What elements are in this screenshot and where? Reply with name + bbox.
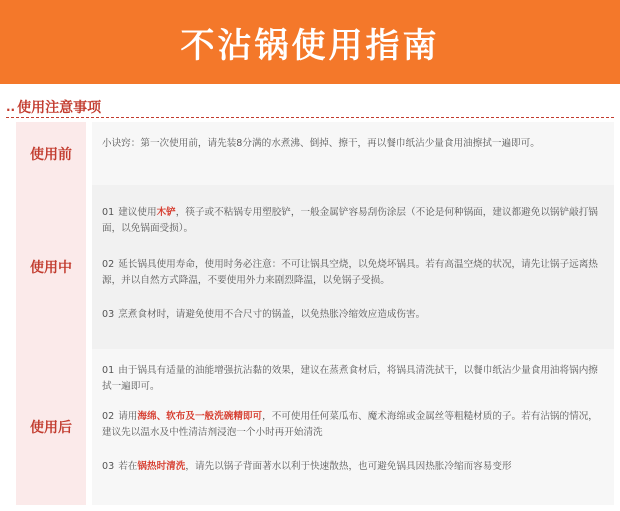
item-highlight: 锅热时清洗 xyxy=(137,461,186,472)
item-highlight: 海绵、软布及一般洗碗精即可 xyxy=(137,411,263,422)
item-text-pre: 若在 xyxy=(118,461,138,472)
item-number: 02 xyxy=(102,259,115,270)
row-label-during: 使用中 xyxy=(16,185,86,349)
item-highlight: 木铲 xyxy=(156,207,176,218)
during-item-3 xyxy=(102,307,600,323)
item-text: 烹煮食材时，请避免使用不合尺寸的锅盖，以免热胀冷缩效应造成伤害。 xyxy=(118,309,426,320)
after-item-2 xyxy=(102,409,600,441)
row-after-use xyxy=(16,349,614,505)
item-number: 03 xyxy=(102,461,115,472)
section-dots: .. xyxy=(6,100,16,114)
item-text-post: ，请先以锅子背面著水以利于快速散热，也可避免锅具因热胀冷缩而容易变形 xyxy=(185,461,512,472)
row-content-after xyxy=(92,349,614,505)
row-content-before xyxy=(92,122,614,185)
row-content-during xyxy=(92,185,614,349)
item-number: 02 xyxy=(102,411,115,422)
row-during-use xyxy=(16,185,614,349)
row-label-after: 使用后 xyxy=(16,349,86,505)
usage-table xyxy=(16,122,614,505)
section-title: 使用注意事项 xyxy=(17,100,102,116)
item-text-pre: 请用 xyxy=(118,411,138,422)
after-item-3 xyxy=(102,459,600,475)
item-text-pre: 建议使用 xyxy=(118,207,157,218)
tip-paragraph xyxy=(102,136,600,152)
item-text-post: ，不可使用任何菜瓜布、魔术海绵或金属丝等粗糙材质的子。若有沾锅的情况，建议先以温水及中性清洁剂浸泡一个小时再开始清洗 xyxy=(102,411,598,438)
section-divider xyxy=(6,117,614,118)
row-label-before: 使用前 xyxy=(16,122,86,185)
during-item-1 xyxy=(102,205,600,237)
item-text: 由于锅具有适量的油能增强抗沾黏的效果，建议在蒸煮食材后，将锅具清洗拭干，以餐巾纸沾少量食用油将锅内擦拭一遍即可。 xyxy=(102,365,598,392)
item-text-post: ，筷子或不粘锅专用塑胶铲，一般金属铲容易刮伤涂层（不论是何种锅面，建议都避免以锅铲敲打锅面，以免锅面受损）。 xyxy=(102,207,598,234)
during-item-2 xyxy=(102,257,600,289)
page-title: 不沾锅使用指南 xyxy=(180,25,440,66)
item-text: 延长锅具使用寿命，使用时务必注意：不可让锅具空烧，以免烧坏锅具。若有高温空烧的状况，请先让锅子远离热源，并以自然方式降温，不要使用外力来剧烈降温，以免锅子受损。 xyxy=(102,259,598,286)
row-before-use xyxy=(16,122,614,185)
item-number: 03 xyxy=(102,309,115,320)
title-banner xyxy=(0,0,620,84)
item-number: 01 xyxy=(102,207,115,218)
item-number: 01 xyxy=(102,365,115,376)
section-header xyxy=(6,96,614,118)
after-item-1 xyxy=(102,363,600,395)
tip-text: 小诀窍：第一次使用前，请先装8分满的水煮沸、倒掉、擦干，再以餐巾纸沾少量食用油擦拭一遍即可。 xyxy=(102,138,540,149)
